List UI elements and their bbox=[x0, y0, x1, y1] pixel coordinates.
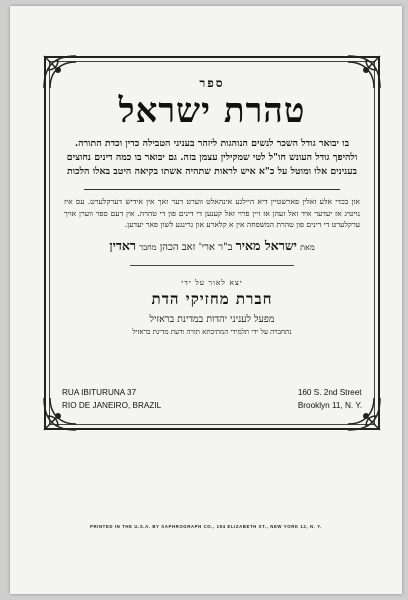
compiled-by-note: נתחברה על ידי תלמידי המתיבתא תורה ודעת מדינת בראזיל bbox=[132, 327, 292, 336]
divider bbox=[130, 265, 294, 266]
yiddish-paragraph: און בכדי אלע זאלין פארשטיין דיא היילגע אינהאלט ווערט דער זאך אין אידיש דערקלערט. עס איז נויטיג אז יעדער איד זאל זעהן אז זיין פרוי זאל קענען די דינים פון די טהרה. אין דעם ספר ווערן אויך ערקלערט די דינים פון טהרת המשפחה אין א קלארע און גרינגע לשון פאר יעדען. bbox=[64, 197, 360, 229]
title-page-content bbox=[60, 72, 364, 418]
address-usa-line1: 160 S. 2nd Street bbox=[297, 388, 362, 397]
address-brazil-line1: RUA IBITURUNA 37 bbox=[62, 388, 137, 397]
book-title: טהרת ישראל bbox=[118, 91, 306, 131]
author-place: ראדין bbox=[109, 237, 137, 253]
author-line bbox=[60, 239, 364, 255]
address-brazil bbox=[62, 386, 161, 412]
published-by: יצא לאור על ידי bbox=[181, 277, 243, 287]
sefer-label: ספר bbox=[199, 76, 225, 90]
address-brazil-line2: RIO DE JANEIRO, BRAZIL bbox=[62, 401, 162, 410]
address-usa-line2: Brooklyn 11, N. Y. bbox=[297, 401, 362, 410]
society-purpose: מפעל לעניני יהדות במדינת בראזיל bbox=[149, 313, 275, 325]
author-prefix: מאת bbox=[300, 242, 315, 252]
book-description: בו יבואר גודל השכר לנשים הנוהגות ליזהר בעניני הטבילה כדין וכדת התורה. ולהיפך גודל העונש חו"ל לטי שמקילין עצמן בזה. גם יבואר בו כמה דינים נחוצים בענינים אלו ומוטל על כ"א איש לראות שתהיה אשתו בקיאה היטב באלו הלכות bbox=[66, 138, 358, 177]
society-name: חברת מחזיקי הדת bbox=[151, 289, 273, 308]
divider bbox=[84, 189, 340, 190]
ornamental-border-frame bbox=[44, 56, 380, 430]
author-name: ישראל מאיר bbox=[235, 237, 297, 253]
printer-footer: PRINTED IN THE U.S.A. BY SAPHROGRAPH CO., 194 ELIZABETH ST., NEW YORK 12, N. Y. bbox=[90, 524, 322, 529]
author-father: ב"ר ארי' זאב הכהן bbox=[159, 241, 233, 253]
address-usa bbox=[298, 386, 362, 412]
author-suffix: מחבר bbox=[139, 242, 157, 252]
title-page-sheet bbox=[10, 6, 402, 594]
